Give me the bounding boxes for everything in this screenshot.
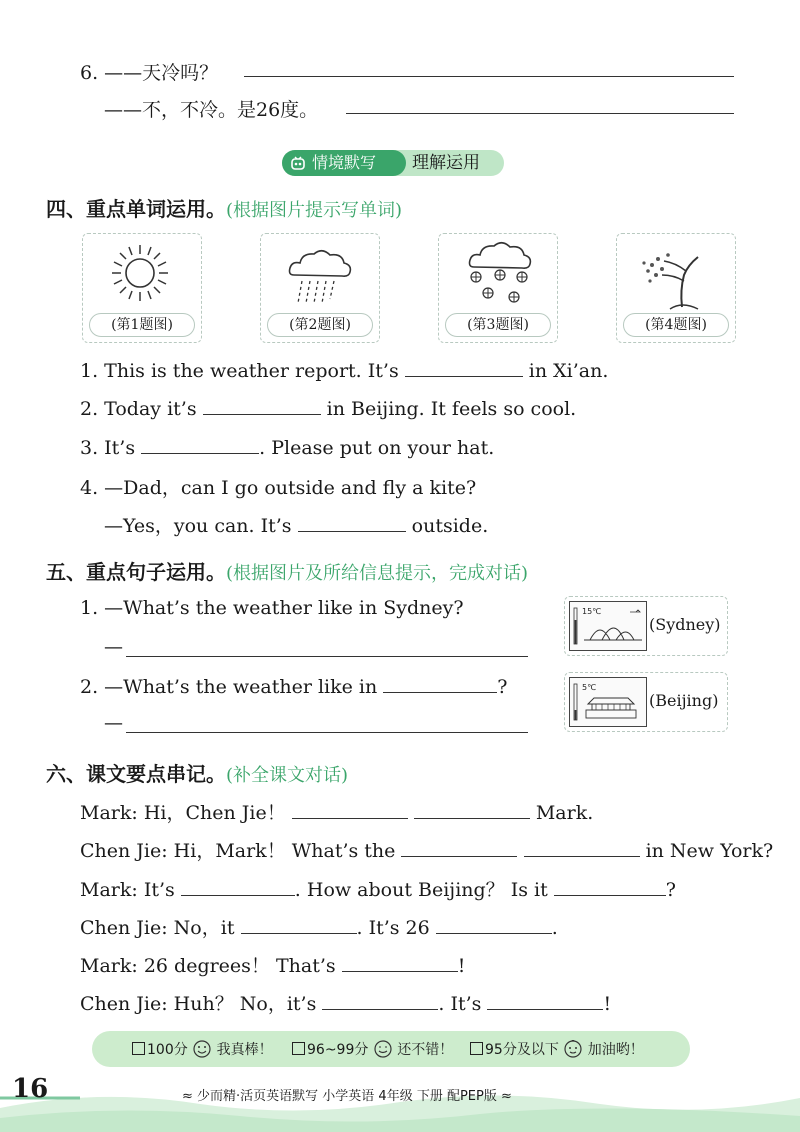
score-96 xyxy=(292,1039,453,1059)
q6-line2: ——不，不冷。是26度。 xyxy=(104,99,319,121)
s6-line6-c: ! xyxy=(603,993,612,1015)
sydney-thumb xyxy=(564,596,728,656)
score-100 xyxy=(132,1039,273,1059)
sydney-label: (Sydney) xyxy=(649,615,721,634)
sun-icon xyxy=(84,235,200,313)
s6-line2-blank2[interactable] xyxy=(524,838,640,857)
score-96-label: 96~99分 xyxy=(307,1042,369,1058)
tag-right-label: 理解运用 xyxy=(412,153,480,173)
section4-hint: (根据图片提示写单词) xyxy=(226,200,403,221)
s6-line3-c: ? xyxy=(665,879,676,901)
s6-line6-a: Chen Jie: Huh？ No，it’s xyxy=(80,993,317,1015)
s4-item4-blank[interactable] xyxy=(298,513,406,532)
s4-item3-blank[interactable] xyxy=(141,435,259,454)
s6-line2 xyxy=(80,836,773,863)
s5-q2-b: ? xyxy=(497,676,508,698)
s6-line1-a: Mark: Hi，Chen Jie！ xyxy=(80,802,286,824)
s4-item4-reply-b: outside. xyxy=(411,515,489,537)
s4-item1 xyxy=(80,358,608,382)
s6-line1-blank1[interactable] xyxy=(292,800,408,819)
snow-cloud-icon xyxy=(440,235,556,313)
footer-text: ≈ 少而精·活页英语默写 小学英语 4年级 下册 配PEP版 ≈ xyxy=(182,1089,512,1104)
picture-4-caption: (第4题图) xyxy=(623,313,729,337)
s4-item1-blank[interactable] xyxy=(405,358,523,377)
picture-1-caption: (第1题图) xyxy=(89,313,195,337)
section5-title xyxy=(46,556,528,585)
checkbox-96[interactable] xyxy=(292,1042,305,1055)
score-96-text: 还不错！ xyxy=(397,1042,454,1058)
picture-4 xyxy=(616,233,736,343)
section4-title-text: 四、重点单词运用。 xyxy=(46,197,226,221)
s4-item2-blank[interactable] xyxy=(203,396,321,415)
s6-line5-a: Mark: 26 degrees！ That’s xyxy=(80,955,336,977)
s6-line3-blank2[interactable] xyxy=(554,877,666,896)
score-95 xyxy=(470,1039,644,1059)
s4-item2-b: in Beijing. It feels so cool. xyxy=(326,398,577,420)
sydney-opera-house-icon xyxy=(569,601,647,651)
s5-q2-dash: — xyxy=(104,712,123,734)
s6-line3-a: Mark: It’s xyxy=(80,879,175,901)
s6-line6 xyxy=(80,989,611,1016)
s4-item3 xyxy=(80,435,494,459)
s6-line4 xyxy=(80,913,558,940)
section-tag xyxy=(282,150,504,176)
beijing-thumb xyxy=(564,672,728,732)
sydney-temp: 15℃ xyxy=(582,607,602,616)
beijing-label: (Beijing) xyxy=(649,691,719,710)
score-95-text: 加油哟！ xyxy=(587,1042,644,1058)
rain-cloud-icon xyxy=(262,235,378,313)
score-95-label: 95分及以下 xyxy=(485,1042,559,1058)
s6-line4-a: Chen Jie: No，it xyxy=(80,917,235,939)
page-number: 16 xyxy=(12,1074,49,1104)
picture-3 xyxy=(438,233,558,343)
s6-line3-blank1[interactable] xyxy=(181,877,295,896)
score-100-text: 我真棒！ xyxy=(216,1042,273,1058)
happy-face-icon xyxy=(192,1040,212,1058)
robot-icon xyxy=(290,155,306,171)
s4-item3-a: 3. It’s xyxy=(80,437,136,459)
s4-item4: 4. —Dad，can I go outside and fly a kite? xyxy=(80,477,477,499)
tiananmen-icon xyxy=(569,677,647,727)
s5-q2-answer-line[interactable] xyxy=(126,732,528,733)
s4-item3-b: . Please put on your hat. xyxy=(259,437,495,459)
s6-line6-blank2[interactable] xyxy=(487,991,603,1010)
s4-item4-reply xyxy=(104,511,488,538)
tag-left-label: 情境默写 xyxy=(312,153,377,172)
picture-1 xyxy=(82,233,202,343)
section5-title-text: 五、重点句子运用。 xyxy=(46,560,226,584)
s5-q2 xyxy=(80,674,507,698)
checkbox-95[interactable] xyxy=(470,1042,483,1055)
s6-line6-blank1[interactable] xyxy=(322,991,438,1010)
s6-line5 xyxy=(80,951,465,978)
s4-item1-b: in Xi’an. xyxy=(528,360,609,382)
s6-line4-b: . It’s 26 xyxy=(356,917,430,939)
s6-line4-c: . xyxy=(551,917,558,939)
score-100-label: 100分 xyxy=(147,1042,188,1058)
s6-line2-blank1[interactable] xyxy=(401,838,517,857)
s4-item2-a: 2. Today it’s xyxy=(80,398,197,420)
cheer-face-icon xyxy=(563,1040,583,1058)
s4-item4-reply-a: —Yes，you can. It’s xyxy=(104,515,292,537)
s6-line1 xyxy=(80,798,593,825)
tag-left xyxy=(282,150,406,176)
s6-line4-blank1[interactable] xyxy=(241,915,357,934)
s4-item1-a: 1. This is the weather report. It’s xyxy=(80,360,399,382)
smile-face-icon xyxy=(373,1040,393,1058)
picture-3-caption: (第3题图) xyxy=(445,313,551,337)
score-bar xyxy=(92,1031,690,1067)
section6-hint: (补全课文对话) xyxy=(226,765,349,786)
section4-title xyxy=(46,193,402,222)
s6-line6-b: . It’s xyxy=(438,993,482,1015)
s5-q1-dash: — xyxy=(104,636,123,658)
section5-hint: (根据图片及所给信息提示，完成对话) xyxy=(226,563,529,584)
s6-line1-b: Mark. xyxy=(535,802,594,824)
s6-line2-b: in New York? xyxy=(645,840,774,862)
checkbox-100[interactable] xyxy=(132,1042,145,1055)
s4-item2 xyxy=(80,396,576,420)
s6-line1-blank2[interactable] xyxy=(414,800,530,819)
section6-title-text: 六、课文要点串记。 xyxy=(46,762,226,786)
s5-q1-answer-line[interactable] xyxy=(126,656,528,657)
s6-line5-b: ! xyxy=(457,955,466,977)
s5-q1: 1. —What’s the weather like in Sydney? xyxy=(80,597,464,619)
picture-2-caption: (第2题图) xyxy=(267,313,373,337)
q6-answer-line2[interactable] xyxy=(346,113,734,114)
q6-line1: 6. ——天冷吗？ xyxy=(80,62,219,84)
windy-tree-icon xyxy=(618,235,734,313)
section6-title xyxy=(46,758,348,787)
s6-line3-b: . How about Beijing？ Is it xyxy=(294,879,548,901)
s6-line5-blank[interactable] xyxy=(342,953,458,972)
q6-answer-line1[interactable] xyxy=(244,76,734,77)
s6-line4-blank2[interactable] xyxy=(436,915,552,934)
s6-line3 xyxy=(80,875,676,902)
picture-2 xyxy=(260,233,380,343)
s5-q2-blank[interactable] xyxy=(383,674,497,693)
s6-line2-a: Chen Jie: Hi，Mark！ What’s the xyxy=(80,840,396,862)
beijing-temp: 5℃ xyxy=(582,683,597,692)
s5-q2-a: 2. —What’s the weather like in xyxy=(80,676,378,698)
